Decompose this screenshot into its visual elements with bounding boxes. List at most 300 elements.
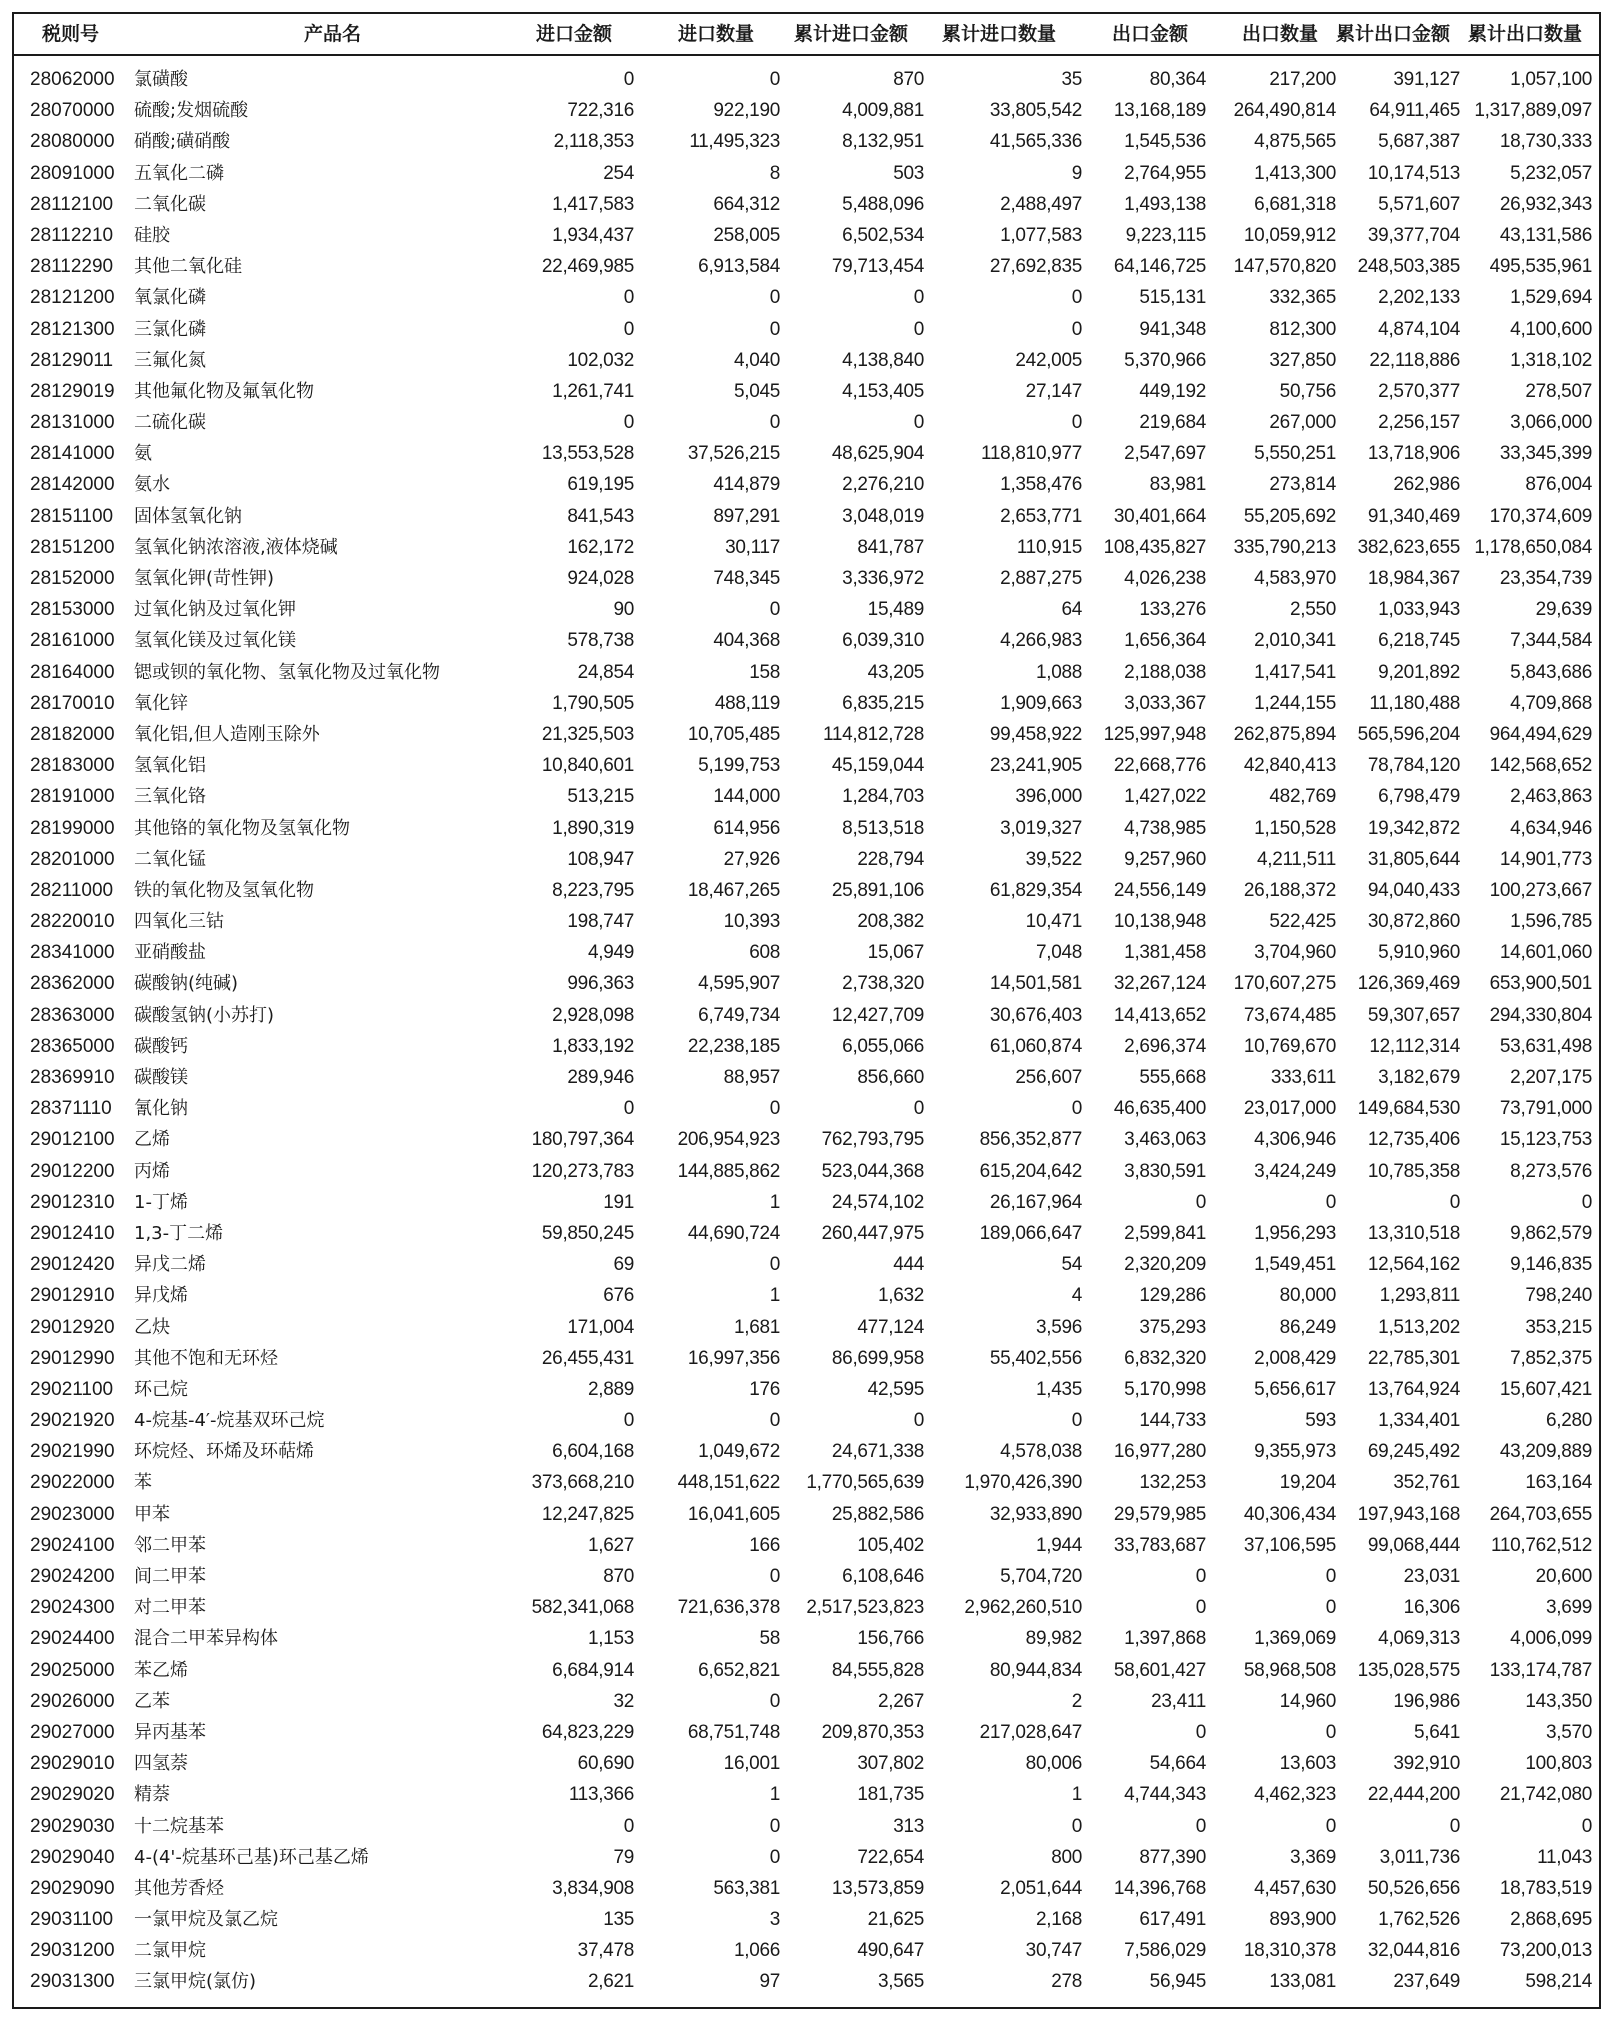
cell-cumulative-import-value: 0	[913, 1098, 924, 1120]
cell-import-value: 26,455,431	[541, 1347, 634, 1369]
table-row	[14, 1062, 1599, 1093]
cell-product-name: 铁的氧化物及氢氧化物	[134, 879, 314, 901]
cell-cumulative-export-value: 22,444,200	[1367, 1784, 1460, 1806]
cell-cumulative-import-quantity: 55,402,556	[989, 1347, 1082, 1369]
cell-export-value: 4,738,985	[1124, 817, 1206, 839]
cell-cumulative-import-value: 523,044,368	[821, 1160, 924, 1182]
cell-import-quantity: 1,049,672	[698, 1441, 780, 1463]
cell-export-quantity: 37,106,595	[1243, 1534, 1336, 1556]
cell-import-value: 180,797,364	[531, 1129, 634, 1151]
cell-import-value: 6,684,914	[552, 1659, 634, 1681]
cell-cumulative-export-quantity: 53,631,498	[1499, 1035, 1592, 1057]
table-row	[14, 625, 1599, 656]
cell-tariff-code: 29031100	[30, 1909, 114, 1931]
cell-export-quantity: 4,583,970	[1254, 568, 1336, 589]
table-row	[14, 1811, 1599, 1842]
cell-product-name: 其他二氧化硅	[134, 256, 242, 278]
table-row	[14, 158, 1599, 189]
cell-import-quantity: 68,751,748	[687, 1721, 780, 1743]
cell-tariff-code: 29031300	[30, 1971, 115, 1993]
cell-import-quantity: 88,957	[723, 1067, 780, 1088]
header-tariff-code: 税则号	[42, 23, 100, 45]
cell-cumulative-import-value: 3,565	[877, 1971, 924, 1993]
cell-tariff-code: 28369910	[30, 1067, 115, 1088]
cell-product-name: 氢氧化钾(苛性钾)	[134, 568, 275, 589]
cell-cumulative-export-quantity: 9,146,835	[1510, 1254, 1592, 1276]
cell-tariff-code: 28070000	[30, 100, 115, 122]
cell-export-quantity: 73,674,485	[1243, 1004, 1336, 1026]
cell-import-value: 8,223,795	[552, 879, 634, 901]
cell-product-name: 混合二甲苯异构体	[134, 1628, 278, 1650]
cell-tariff-code: 29029020	[30, 1784, 115, 1806]
table-row	[14, 64, 1599, 95]
cell-product-name: 氢氧化铝	[134, 755, 206, 777]
cell-cumulative-export-quantity: 23,354,739	[1499, 568, 1592, 589]
cell-export-value: 24,556,149	[1113, 879, 1206, 901]
table-row	[14, 1935, 1599, 1966]
cell-cumulative-import-value: 48,625,904	[831, 443, 924, 465]
cell-cumulative-export-quantity: 73,791,000	[1499, 1098, 1592, 1120]
cell-export-quantity: 2,010,341	[1254, 630, 1336, 652]
cell-import-value: 102,032	[567, 349, 634, 371]
cell-cumulative-export-value: 22,785,301	[1367, 1347, 1460, 1369]
table-row	[14, 407, 1599, 438]
table-row	[14, 688, 1599, 719]
cell-tariff-code: 28112210	[30, 224, 114, 246]
cell-cumulative-import-value: 4,153,405	[842, 380, 924, 402]
cell-cumulative-import-quantity: 0	[1071, 1098, 1082, 1120]
cell-product-name: 间二甲苯	[134, 1566, 206, 1587]
cell-cumulative-export-value: 94,040,433	[1367, 879, 1460, 901]
cell-cumulative-export-quantity: 2,868,695	[1510, 1909, 1592, 1931]
table-row	[14, 813, 1599, 844]
cell-export-quantity: 86,249	[1279, 1316, 1336, 1338]
table-row	[14, 594, 1599, 625]
cell-import-quantity: 206,954,923	[677, 1129, 780, 1151]
cell-export-quantity: 0	[1325, 1721, 1336, 1743]
table-row	[14, 844, 1599, 875]
cell-export-quantity: 18,310,378	[1243, 1940, 1336, 1962]
cell-import-value: 0	[623, 1410, 634, 1432]
table-row	[14, 1904, 1599, 1935]
table-row	[14, 1093, 1599, 1124]
cell-cumulative-import-value: 12,427,709	[831, 1004, 924, 1026]
cell-cumulative-import-value: 2,276,210	[842, 474, 924, 496]
cell-import-quantity: 176	[749, 1378, 780, 1400]
cell-cumulative-export-value: 0	[1449, 1191, 1460, 1213]
cell-export-quantity: 0	[1325, 1597, 1336, 1619]
table-row	[14, 1343, 1599, 1374]
cell-cumulative-export-value: 3,011,736	[1379, 1846, 1460, 1868]
cell-import-quantity: 18,467,265	[687, 879, 780, 901]
cell-import-value: 1,627	[587, 1534, 634, 1556]
cell-product-name: 氨	[134, 443, 152, 465]
cell-export-quantity: 147,570,820	[1233, 256, 1336, 278]
cell-cumulative-export-quantity: 1,317,889,097	[1474, 100, 1592, 122]
table-row	[14, 95, 1599, 126]
cell-export-quantity: 332,365	[1269, 287, 1336, 309]
cell-export-value: 30,401,664	[1113, 505, 1206, 527]
cell-tariff-code: 28220010	[30, 911, 115, 933]
cell-cumulative-export-quantity: 163,164	[1525, 1472, 1592, 1494]
cell-cumulative-export-quantity: 110,762,512	[1491, 1534, 1592, 1556]
cell-export-quantity: 2,008,429	[1254, 1347, 1336, 1369]
cell-tariff-code: 29029040	[30, 1846, 115, 1868]
cell-import-quantity: 404,368	[713, 630, 780, 652]
cell-export-quantity: 267,000	[1269, 412, 1336, 434]
cell-product-name: 三氧化铬	[134, 786, 206, 808]
cell-export-quantity: 55,205,692	[1243, 505, 1336, 527]
cell-export-value: 515,131	[1139, 287, 1206, 309]
cell-export-value: 4,744,343	[1124, 1784, 1206, 1806]
cell-export-quantity: 327,850	[1269, 349, 1336, 371]
cell-cumulative-import-value: 490,647	[857, 1940, 924, 1962]
cell-tariff-code: 28129011	[30, 349, 114, 371]
cell-import-quantity: 166	[749, 1534, 780, 1556]
cell-tariff-code: 29021990	[30, 1441, 115, 1463]
cell-export-quantity: 10,059,912	[1243, 224, 1336, 246]
cell-export-quantity: 593	[1305, 1410, 1336, 1432]
cell-cumulative-export-value: 12,735,406	[1367, 1129, 1460, 1151]
cell-cumulative-export-value: 13,310,518	[1367, 1222, 1460, 1244]
cell-export-quantity: 58,968,508	[1243, 1659, 1336, 1681]
cell-export-value: 1,656,364	[1124, 630, 1206, 652]
cell-cumulative-export-quantity: 1,318,102	[1510, 349, 1592, 371]
cell-cumulative-export-value: 391,127	[1393, 69, 1460, 90]
cell-cumulative-import-value: 43,205	[867, 661, 924, 683]
cell-import-quantity: 0	[769, 1690, 780, 1712]
cell-export-value: 56,945	[1149, 1971, 1206, 1993]
cell-import-quantity: 0	[769, 412, 780, 434]
cell-product-name: 二氯甲烷	[134, 1940, 206, 1962]
cell-cumulative-export-quantity: 798,240	[1525, 1285, 1592, 1307]
cell-product-name: 丙烯	[134, 1160, 170, 1182]
cell-cumulative-export-quantity: 143,350	[1525, 1690, 1592, 1712]
cell-import-value: 120,273,783	[531, 1160, 634, 1182]
cell-cumulative-import-value: 15,067	[867, 942, 924, 964]
table-row	[14, 1312, 1599, 1343]
cell-import-value: 10,840,601	[541, 755, 634, 777]
cell-cumulative-export-quantity: 73,200,013	[1499, 1940, 1592, 1962]
cell-cumulative-import-quantity: 1,088	[1035, 661, 1082, 683]
cell-import-quantity: 44,690,724	[687, 1222, 780, 1244]
cell-import-quantity: 897,291	[713, 505, 780, 527]
cell-cumulative-export-value: 2,256,157	[1378, 412, 1460, 434]
cell-tariff-code: 28112100	[30, 193, 114, 215]
cell-cumulative-export-value: 64,911,465	[1369, 100, 1460, 122]
cell-export-value: 2,188,038	[1124, 661, 1206, 683]
cell-import-value: 1,417,583	[552, 193, 634, 215]
cell-tariff-code: 28363000	[30, 1004, 115, 1026]
cell-cumulative-import-quantity: 27,147	[1025, 380, 1082, 402]
cell-tariff-code: 29021100	[30, 1378, 114, 1400]
table-row	[14, 750, 1599, 781]
cell-product-name: 异戊烯	[134, 1285, 188, 1307]
cell-cumulative-import-value: 841,787	[857, 536, 924, 558]
cell-tariff-code: 28152000	[30, 568, 115, 589]
cell-tariff-code: 28151200	[30, 536, 115, 558]
cell-product-name: 十二烷基苯	[134, 1815, 224, 1837]
table-row	[14, 1187, 1599, 1218]
cell-cumulative-import-quantity: 89,982	[1025, 1628, 1082, 1650]
cell-tariff-code: 28183000	[30, 755, 115, 777]
cell-cumulative-import-quantity: 856,352,877	[979, 1129, 1082, 1151]
cell-import-value: 619,195	[567, 474, 634, 496]
cell-cumulative-import-value: 722,654	[857, 1846, 924, 1868]
cell-export-quantity: 1,413,300	[1254, 162, 1336, 184]
cell-cumulative-export-quantity: 294,330,804	[1489, 1004, 1592, 1026]
cell-cumulative-export-quantity: 2,207,175	[1510, 1067, 1592, 1088]
cell-import-value: 108,947	[567, 848, 634, 870]
cell-import-value: 22,469,985	[541, 256, 634, 278]
cell-cumulative-import-quantity: 9	[1071, 162, 1082, 184]
cell-export-value: 83,981	[1149, 474, 1206, 496]
cell-cumulative-export-quantity: 278,507	[1525, 380, 1592, 402]
cell-import-value: 254	[603, 162, 634, 184]
cell-import-value: 578,738	[567, 630, 634, 652]
cell-export-quantity: 5,550,251	[1254, 443, 1336, 465]
cell-cumulative-import-quantity: 615,204,642	[979, 1160, 1082, 1182]
cell-cumulative-import-value: 3,048,019	[842, 505, 924, 527]
cell-export-value: 2,547,697	[1124, 443, 1206, 465]
cell-cumulative-export-quantity: 14,901,773	[1499, 848, 1592, 870]
cell-export-value: 1,381,458	[1124, 942, 1206, 964]
cell-product-name: 其他氟化物及氟氧化物	[134, 380, 314, 402]
cell-export-value: 941,348	[1139, 318, 1206, 340]
cell-export-value: 449,192	[1139, 380, 1206, 402]
cell-product-name: 异丙基苯	[134, 1721, 206, 1743]
cell-import-quantity: 1,066	[733, 1940, 780, 1962]
cell-cumulative-import-quantity: 4,578,038	[1000, 1441, 1082, 1463]
cell-cumulative-export-quantity: 2,463,863	[1510, 786, 1592, 808]
cell-tariff-code: 29024100	[30, 1534, 115, 1556]
cell-import-quantity: 30,117	[725, 536, 780, 558]
cell-tariff-code: 29024200	[30, 1566, 115, 1587]
table-row	[14, 438, 1599, 469]
cell-cumulative-import-quantity: 33,805,542	[989, 100, 1082, 122]
cell-cumulative-import-quantity: 80,944,834	[989, 1659, 1082, 1681]
cell-import-value: 0	[623, 69, 634, 90]
cell-export-value: 58,601,427	[1113, 1659, 1206, 1681]
cell-product-name: 氨水	[134, 474, 170, 496]
cell-export-value: 0	[1195, 1191, 1206, 1213]
cell-cumulative-import-value: 2,738,320	[842, 973, 924, 995]
cell-cumulative-export-quantity: 26,932,343	[1499, 193, 1592, 215]
cell-cumulative-import-value: 79,713,454	[831, 256, 924, 278]
cell-import-value: 2,621	[587, 1971, 634, 1993]
cell-product-name: 氧化铝,但人造刚玉除外	[134, 723, 320, 745]
cell-export-value: 1,545,536	[1124, 131, 1206, 153]
cell-cumulative-export-quantity: 14,601,060	[1499, 942, 1592, 964]
cell-cumulative-import-quantity: 26,167,964	[989, 1191, 1082, 1213]
cell-export-value: 13,168,189	[1113, 100, 1206, 122]
cell-import-quantity: 8	[769, 162, 780, 184]
cell-export-quantity: 264,490,814	[1233, 100, 1336, 122]
cell-product-name: 亚硝酸盐	[134, 942, 206, 964]
table-row	[14, 501, 1599, 532]
cell-tariff-code: 28362000	[30, 973, 115, 995]
cell-product-name: 过氧化钠及过氧化钾	[134, 599, 296, 621]
cell-cumulative-export-value: 6,218,745	[1378, 630, 1460, 652]
cell-cumulative-import-quantity: 61,829,354	[989, 879, 1082, 901]
cell-export-value: 10,138,948	[1113, 911, 1206, 933]
cell-product-name: 4-烷基-4′-烷基双环己烷	[134, 1410, 325, 1432]
cell-cumulative-import-quantity: 0	[1071, 318, 1082, 340]
cell-import-quantity: 16,041,605	[687, 1503, 780, 1525]
cell-export-value: 29,579,985	[1113, 1503, 1206, 1525]
cell-cumulative-import-value: 6,502,534	[842, 224, 924, 246]
table-row	[14, 345, 1599, 376]
cell-export-quantity: 6,681,318	[1254, 193, 1336, 215]
cell-tariff-code: 28170010	[30, 692, 115, 714]
cell-import-quantity: 1	[769, 1285, 780, 1307]
cell-product-name: 二氧化碳	[134, 193, 206, 215]
cell-cumulative-export-value: 99,068,444	[1367, 1534, 1460, 1556]
cell-import-value: 373,668,210	[531, 1472, 634, 1494]
cell-cumulative-export-quantity: 7,852,375	[1510, 1347, 1592, 1369]
cell-tariff-code: 28142000	[30, 474, 115, 496]
cell-cumulative-import-quantity: 3,019,327	[1000, 817, 1082, 839]
header-export-value: 出口金额	[1112, 23, 1189, 45]
cell-product-name: 1-丁烯	[134, 1191, 188, 1213]
cell-import-quantity: 721,636,378	[677, 1597, 780, 1619]
cell-import-value: 0	[623, 318, 634, 340]
cell-export-quantity: 42,840,413	[1243, 755, 1336, 777]
cell-cumulative-import-quantity: 4	[1071, 1285, 1082, 1307]
cell-cumulative-export-quantity: 264,703,655	[1489, 1503, 1592, 1525]
cell-product-name: 固体氢氧化钠	[134, 505, 242, 527]
cell-tariff-code: 28199000	[30, 817, 115, 839]
cell-product-name: 碳酸钙	[134, 1035, 188, 1057]
cell-cumulative-import-quantity: 2,168	[1035, 1909, 1082, 1931]
cell-product-name: 精萘	[134, 1784, 170, 1806]
cell-product-name: 硝酸;磺硝酸	[134, 131, 231, 153]
cell-cumulative-export-quantity: 0	[1581, 1191, 1592, 1213]
cell-import-quantity: 3	[769, 1909, 780, 1931]
table-row	[14, 1249, 1599, 1280]
cell-tariff-code: 29029090	[30, 1877, 115, 1899]
cell-cumulative-export-quantity: 100,273,667	[1489, 879, 1592, 901]
cell-export-quantity: 3,704,960	[1254, 942, 1336, 964]
cell-cumulative-export-quantity: 653,900,501	[1489, 973, 1592, 995]
cell-cumulative-export-value: 16,306	[1403, 1597, 1460, 1619]
cell-import-quantity: 258,005	[713, 224, 780, 246]
cell-cumulative-export-quantity: 4,709,868	[1510, 692, 1592, 714]
cell-export-value: 9,223,115	[1125, 224, 1206, 246]
cell-export-value: 617,491	[1139, 1909, 1206, 1931]
cell-cumulative-export-value: 23,031	[1403, 1566, 1460, 1587]
cell-import-quantity: 448,151,622	[677, 1472, 780, 1494]
cell-import-quantity: 5,199,753	[698, 755, 780, 777]
cell-tariff-code: 29012420	[30, 1254, 115, 1276]
cell-tariff-code: 28341000	[30, 942, 115, 964]
cell-product-name: 环己烷	[134, 1378, 188, 1400]
cell-product-name: 苯乙烯	[134, 1659, 188, 1681]
header-import-value: 进口金额	[536, 23, 613, 45]
header-import-quantity: 进口数量	[678, 23, 755, 45]
cell-export-value: 125,997,948	[1103, 723, 1206, 745]
cell-import-quantity: 4,040	[733, 349, 780, 371]
cell-product-name: 其他不饱和无环烃	[134, 1347, 278, 1369]
cell-cumulative-import-value: 856,660	[857, 1067, 924, 1088]
cell-product-name: 氧氯化磷	[134, 287, 206, 309]
cell-cumulative-export-value: 59,307,657	[1367, 1004, 1460, 1026]
cell-import-value: 1,790,505	[552, 692, 634, 714]
cell-cumulative-import-quantity: 39,522	[1025, 848, 1082, 870]
cell-cumulative-export-quantity: 4,006,099	[1510, 1628, 1592, 1650]
cell-cumulative-export-quantity: 0	[1581, 1815, 1592, 1837]
cell-import-quantity: 0	[769, 318, 780, 340]
table-row	[14, 1218, 1599, 1249]
cell-cumulative-export-value: 12,112,314	[1369, 1035, 1460, 1057]
table-row	[14, 1436, 1599, 1467]
cell-export-value: 5,370,966	[1124, 349, 1206, 371]
cell-product-name: 环烷烃、环烯及环萜烯	[134, 1441, 314, 1463]
cell-cumulative-export-quantity: 43,131,586	[1499, 224, 1592, 246]
cell-export-value: 14,396,768	[1113, 1877, 1206, 1899]
cell-product-name: 五氧化二磷	[134, 162, 224, 184]
cell-cumulative-export-value: 39,377,704	[1367, 224, 1460, 246]
cell-product-name: 三氟化氮	[134, 349, 206, 371]
cell-cumulative-import-quantity: 110,915	[1016, 536, 1082, 558]
cell-cumulative-export-value: 248,503,385	[1357, 256, 1460, 278]
table-row	[14, 563, 1599, 594]
cell-import-value: 69	[613, 1254, 634, 1276]
cell-export-value: 132,253	[1139, 1472, 1206, 1494]
cell-cumulative-import-quantity: 2,887,275	[1000, 568, 1082, 589]
cell-cumulative-import-value: 84,555,828	[831, 1659, 924, 1681]
cell-export-quantity: 4,211,511	[1256, 848, 1336, 870]
cell-cumulative-import-quantity: 0	[1071, 1410, 1082, 1432]
table-row	[14, 937, 1599, 968]
cell-export-value: 219,684	[1139, 412, 1206, 434]
cell-product-name: 氰化钠	[134, 1098, 188, 1120]
cell-cumulative-export-value: 262,986	[1393, 474, 1460, 496]
cell-cumulative-export-quantity: 133,174,787	[1489, 1659, 1592, 1681]
cell-cumulative-import-quantity: 14,501,581	[989, 973, 1082, 995]
cell-import-quantity: 0	[769, 69, 780, 90]
cell-cumulative-import-quantity: 217,028,647	[979, 1721, 1082, 1743]
cell-cumulative-import-value: 24,574,102	[831, 1191, 924, 1213]
cell-cumulative-export-value: 91,340,469	[1367, 505, 1460, 527]
cell-cumulative-export-quantity: 4,634,946	[1510, 817, 1592, 839]
cell-product-name: 乙苯	[134, 1690, 170, 1712]
cell-cumulative-export-quantity: 1,529,694	[1510, 287, 1592, 309]
cell-cumulative-export-value: 31,805,644	[1367, 848, 1460, 870]
cell-tariff-code: 28201000	[30, 848, 115, 870]
cell-export-value: 16,977,280	[1113, 1441, 1206, 1463]
cell-cumulative-import-value: 156,766	[857, 1628, 924, 1650]
cell-product-name: 乙炔	[134, 1316, 170, 1338]
cell-export-quantity: 1,417,541	[1254, 661, 1336, 683]
cell-product-name: 邻二甲苯	[134, 1534, 206, 1556]
cell-cumulative-import-value: 228,794	[857, 848, 924, 870]
cell-cumulative-export-value: 5,641	[1413, 1721, 1460, 1743]
cell-cumulative-import-value: 444	[893, 1254, 924, 1276]
cell-export-quantity: 0	[1325, 1566, 1336, 1587]
cell-import-quantity: 16,997,356	[687, 1347, 780, 1369]
cell-import-quantity: 1	[769, 1191, 780, 1213]
cell-import-quantity: 0	[769, 1566, 780, 1587]
cell-export-quantity: 333,611	[1270, 1067, 1336, 1088]
cell-cumulative-export-quantity: 15,607,421	[1499, 1378, 1592, 1400]
cell-import-value: 1,261,741	[552, 380, 634, 402]
cell-cumulative-export-value: 135,028,575	[1357, 1659, 1460, 1681]
cell-export-value: 0	[1195, 1721, 1206, 1743]
cell-export-value: 3,830,591	[1124, 1160, 1206, 1182]
cell-cumulative-export-quantity: 170,374,609	[1489, 505, 1592, 527]
cell-import-value: 1,833,192	[552, 1035, 634, 1057]
